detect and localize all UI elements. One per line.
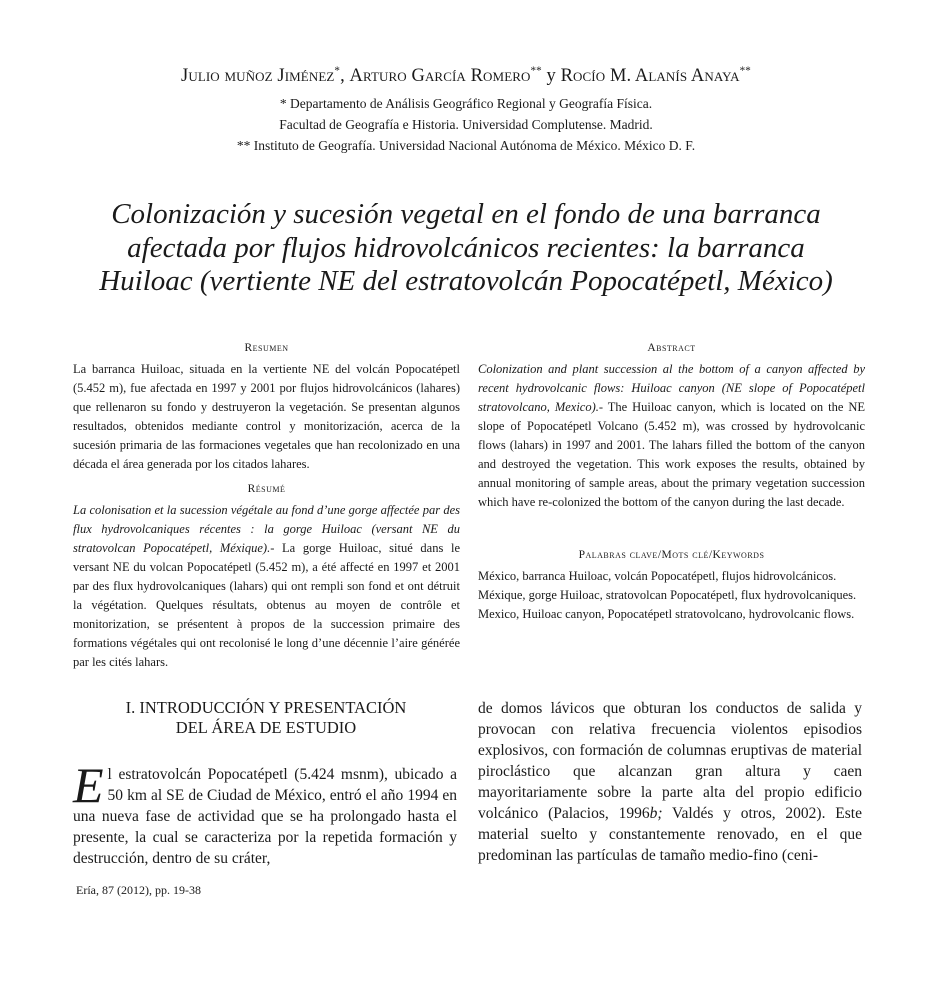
section-heading xyxy=(76,698,456,738)
section-heading-line: I. INTRODUCCIÓN Y PRESENTACIÓN xyxy=(125,698,407,717)
article-title xyxy=(40,198,892,299)
keywords-fr: Méxique, gorge Huiloac, stratovolcan Popocatépetl, flux hydrovolcaniques. xyxy=(478,588,857,602)
title-line: afectada por flujos hidrovolcánicos recientes: la barranca xyxy=(127,231,805,264)
keywords-section xyxy=(478,546,865,624)
title-line: Colonización y sucesión vegetal en el fondo de una barranca xyxy=(111,198,821,230)
journal-footer: Ería, 87 (2012), pp. 19-38 xyxy=(76,883,201,897)
abstract-section xyxy=(478,339,865,512)
affiliation-mark: ** xyxy=(739,64,751,77)
title-line: Huiloac (vertiente NE del estratovolcán Popocatépetl, México) xyxy=(99,265,833,297)
resume-title: La colonisation et la sucession végétale au fond d’une gorge affectée par des flux hydrovolcaniques récentes : la gorge Huiloac (versant NE du stratovolcan Popocatépetl, Méxique). xyxy=(73,503,460,555)
abstract-title: Colonization and plant succession al the bottom of a canyon affected by recent hydrovolcanic flows: Huiloac canyon (NE slope of Popocatépetl stratovolcano, Mexico). xyxy=(478,362,865,414)
author-name: Rocío M. Alanís Anaya xyxy=(560,66,740,86)
resume-section xyxy=(73,480,460,672)
abstract-heading: Abstract xyxy=(647,342,696,354)
body-column-left xyxy=(73,757,457,869)
resumen-heading: Resumen xyxy=(244,342,289,354)
body-paragraph-cont: Valdés y otros, 2002). Este material suelto y constantemente renovado, en el que predominan las partículas de tamaño medio-fino (ceni- xyxy=(478,805,862,864)
affiliation-line: ** Instituto de Geografía. Universidad Nacional Autónoma de México. México D. F. xyxy=(236,138,696,153)
affiliation-line: * Departamento de Análisis Geográfico Regional y Geografía Física. xyxy=(279,96,653,111)
keywords-en: Mexico, Huiloac canyon, Popocatépetl stratovolcano, hydrovolcanic flows. xyxy=(478,607,855,621)
author-name: Arturo García Romero xyxy=(349,66,531,86)
resume-text: - La gorge Huiloac, situé dans le versant NE du volcan Popocatépetl (5.452 m), a été affecté en 1997 et 2001 par des flux hydrovolcaniques (lahars) qui ont rempli son fond et ont détruit la végétation. Quelques résultats, obtenus au moyen de contrôle et monitorization, se présentent à propos de la succession primaire des formations végétales qui ont recolonisé le long d’une décennie l’aire générée par les cités lahars. xyxy=(73,541,460,669)
body-paragraph: de domos lávicos que obturan los conductos de salida y provocan con relativa frecuencia violentos episodios explosivos, con formación de columnas eruptivas de material piroclástico que alcanzan gran altura y caen mayoritariamente sobre la parte alta del propio edificio volcánico (Palacios, 1996 xyxy=(478,700,862,822)
author-separator: , xyxy=(340,66,350,86)
author-list xyxy=(0,66,932,87)
drop-cap: E xyxy=(73,757,104,813)
keywords-heading: Palabras clave/Mots clé/Keywords xyxy=(578,549,765,561)
affiliation-mark: * xyxy=(334,64,341,77)
citation-suffix: b; xyxy=(649,805,663,822)
resumen-section xyxy=(73,339,460,474)
affiliation-line: Facultad de Geografía e Historia. Universidad Complutense. Madrid. xyxy=(279,117,653,132)
affiliation-mark: ** xyxy=(530,64,542,77)
author-separator: y xyxy=(541,66,561,86)
author-name: Julio muñoz Jiménez xyxy=(181,66,335,86)
keywords-es: México, barranca Huiloac, volcán Popocatépetl, flujos hidrovolcánicos. xyxy=(478,569,837,583)
resume-heading: Résumé xyxy=(247,483,286,495)
body-column-right xyxy=(478,698,862,866)
resumen-text: La barranca Huiloac, situada en la vertiente NE del volcán Popocatépetl (5.452 m), fue afectada en 1997 y 2001 por flujos hidrovolcánicos (lahares) que rellenaron su fondo y destruyeron la vegetación. Se presentan algunos resultados, obtenidos mediante control y monitorización, acerca de la sucesión primaria de las formaciones vegetales que han recolonizado en una década el área generada por los citados lahares. xyxy=(73,362,460,471)
body-paragraph: l estratovolcán Popocatépetl (5.424 msnm), ubicado a 50 km al SE de Ciudad de México, entró el año 1994 en una nueva fase de actividad que se ha prolongado hasta el presente, la cual se caracteriza por la repetida formación y destrucción, dentro de su cráter, xyxy=(73,766,457,867)
abstract-text: - The Huiloac canyon, which is located on the NE slope of Popocatépetl Volcano (5.452 m), was crossed by hydrovolcanic flows (lahars) in 1997 and 2001. The lahars filled the bottom of the canyon and destroyed the vegetation. This work exposes the results, obtained by annual monitoring of sample areas, about the primary vegetation succession which have re-colonized the bottom of the canyon during the last decade. xyxy=(478,400,865,509)
section-heading-line: DEL ÁREA DE ESTUDIO xyxy=(175,718,357,737)
